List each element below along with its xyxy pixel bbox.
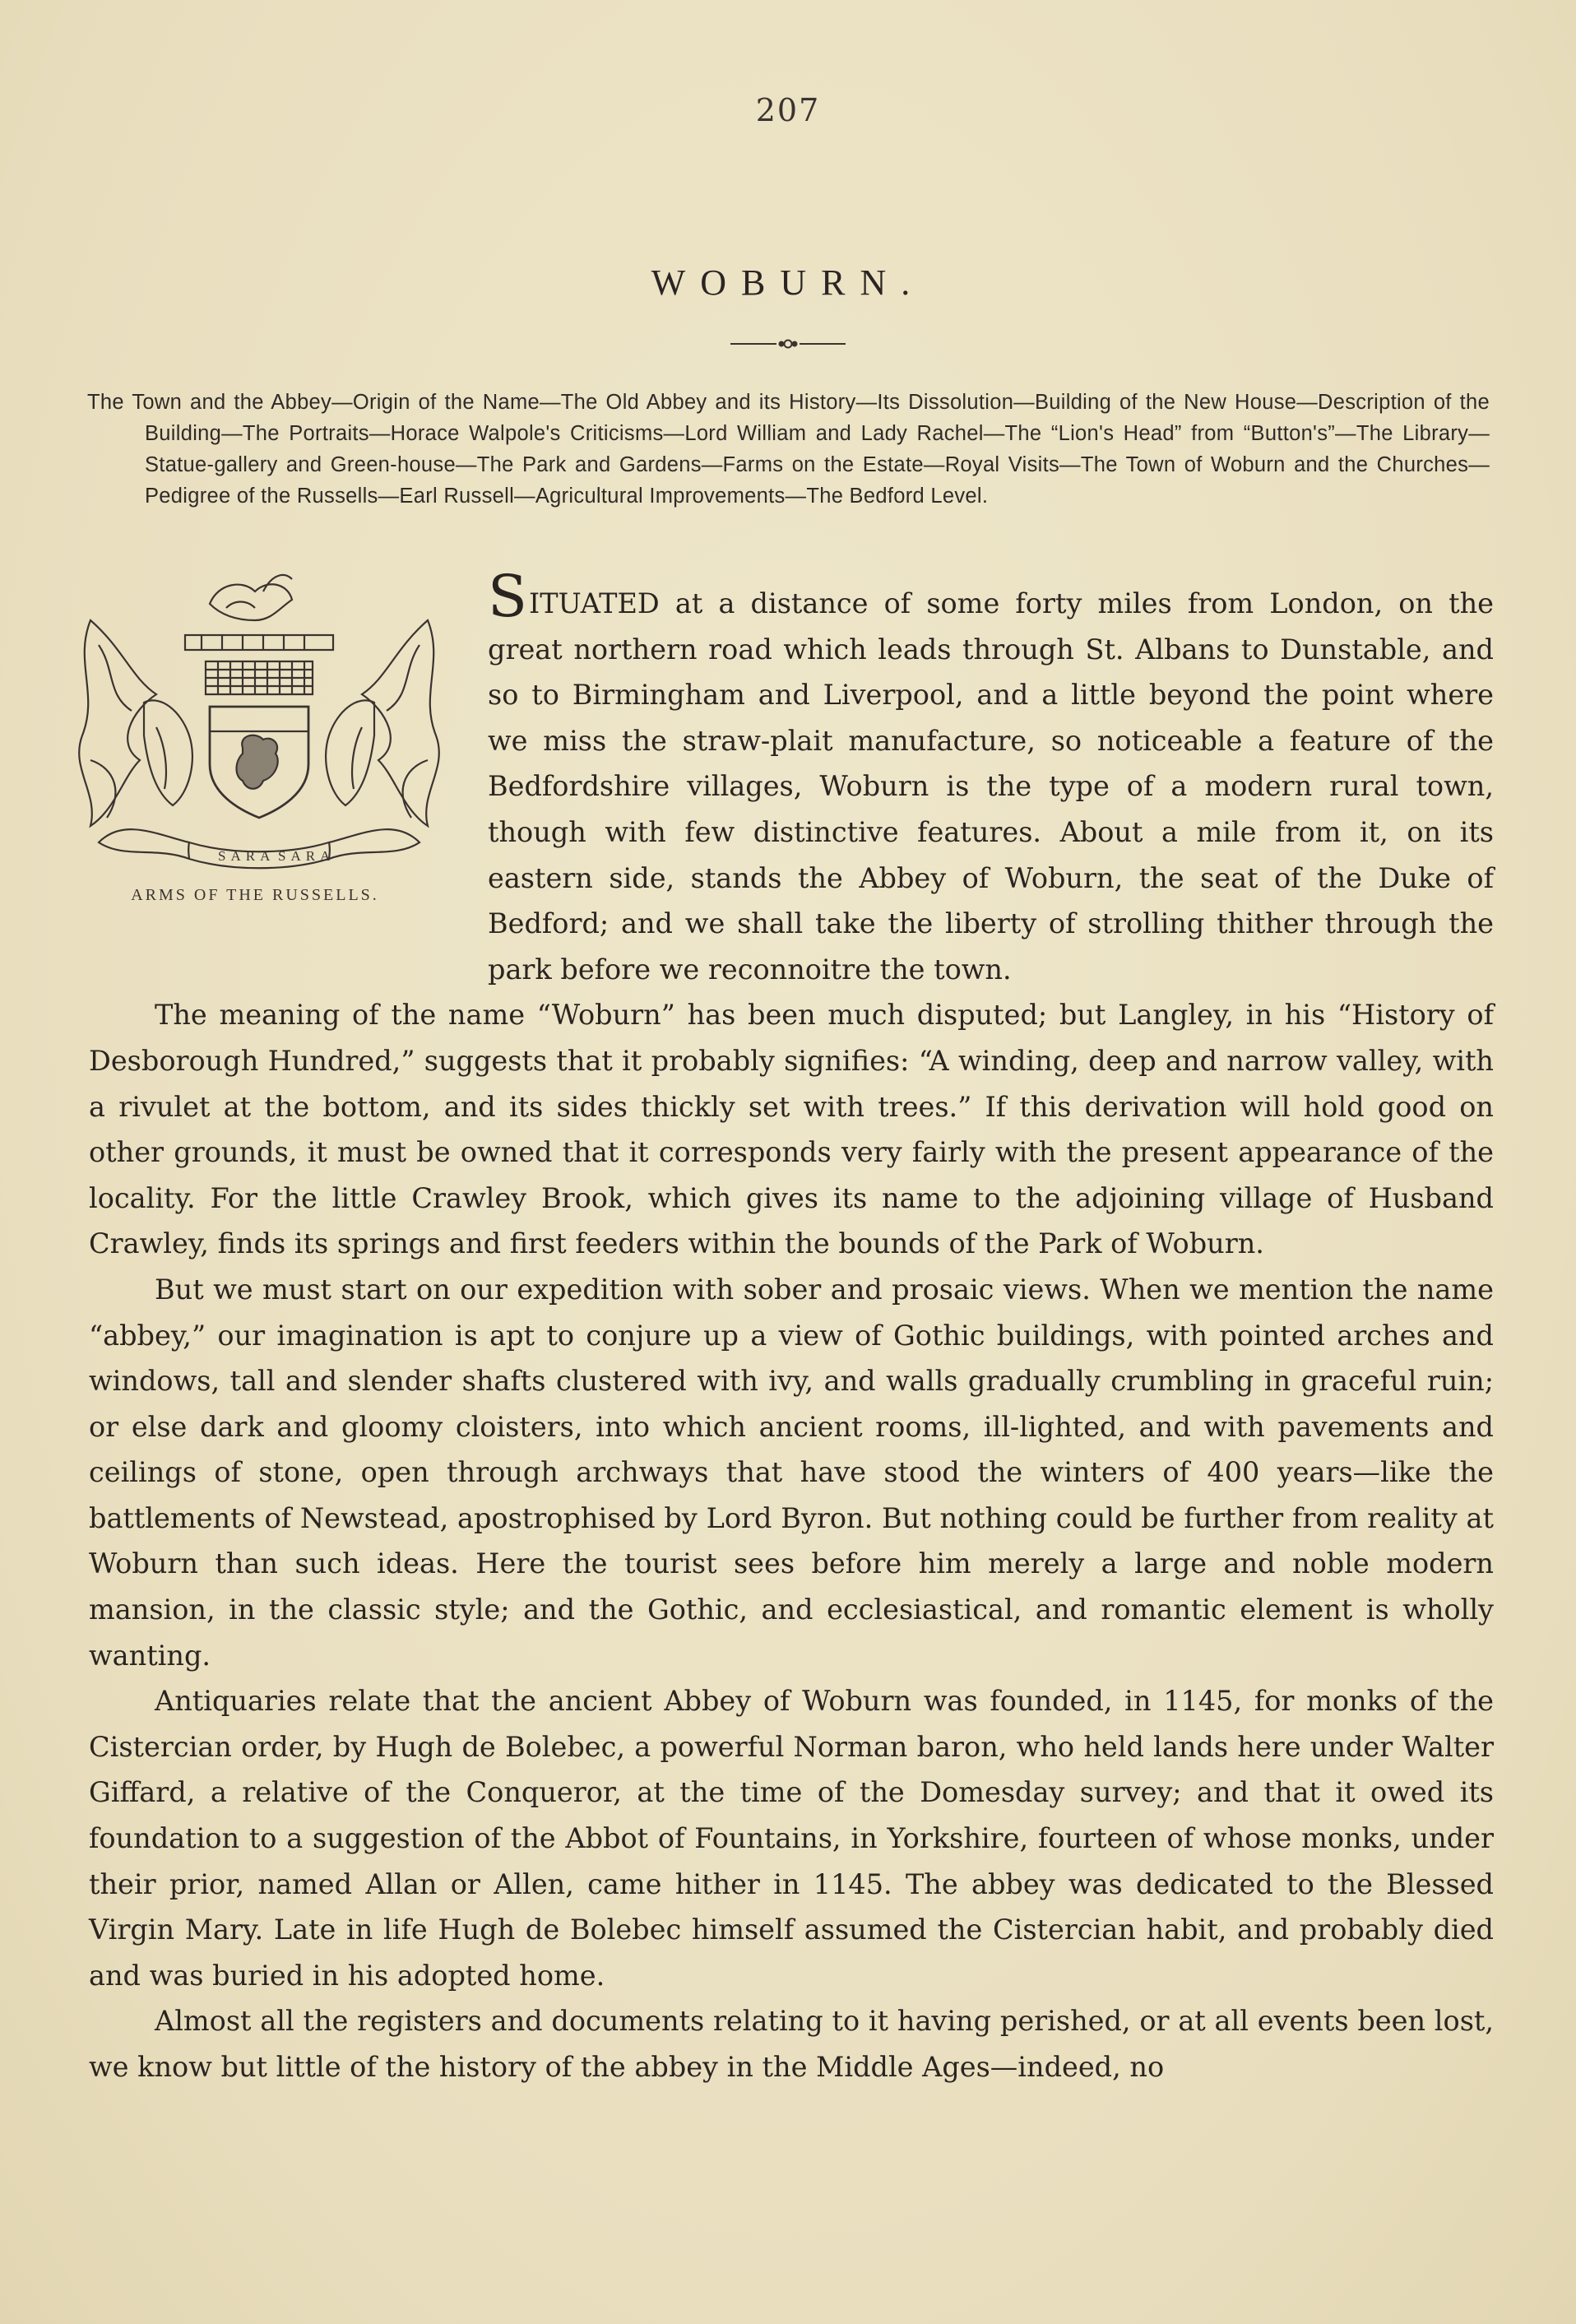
drop-cap: S bbox=[488, 563, 527, 630]
paragraph-1-text: ITUATED at a distance of some forty miles from London, on the great northern road which leads through St. Albans to Dunstable, and so to Birmingham and Liverpool, and a little beyond the point where we miss the straw-plait manufacture, so noticeable a feature of the Bedfordshire villages, Woburn is the type of a modern rural town, though with few distinctive features. About a mile from it, on its eastern side, stands the Abbey of Woburn, the seat of the Duke of Bedford; and we shall take the liberty of strolling thither through the park before we reconnoitre the town. bbox=[488, 587, 1494, 986]
chapter-title: WOBURN. bbox=[651, 262, 925, 303]
illustration-caption: ARMS OF THE RUSSELLS. bbox=[131, 886, 379, 904]
paragraph-5: Almost all the registers and documents relating to it having perished, or at all events been lost, we know but little of the history of the abbey in the Middle Ages—indeed, no bbox=[89, 2005, 1494, 2083]
title-ornament bbox=[730, 336, 846, 352]
motto-left: SARA bbox=[218, 848, 276, 864]
paragraph-4: Antiquaries relate that the ancient Abbey of Woburn was founded, in 1145, for monks of the Cistercian order, by Hugh de Bolebec, a powerful Norman baron, who held lands here under Walter Giffard, a relative of the Conqueror, at the time of the Domesday survey; and that it owed its foundation to a suggestion of the Abbot of Fountains, in Yorkshire, fourteen of whose monks, under their prior, named Allan or Allen, came hither in 1145. The abbey was dedicated to the Blessed Virgin Mary. Late in life Hugh de Bolebec himself assumed the Cistercian habit, and probably died and was buried in his adopted home. bbox=[89, 1685, 1494, 1992]
page-number: 207 bbox=[755, 92, 821, 128]
chapter-synopsis: The Town and the Abbey—Origin of the Name—The Old Abbey and its History—Its Dissolution—Building of the New House—Description of the Building—The Portraits—Horace Walpole's Criticisms—Lord William and Lady Rachel—The “Lion's Head” from “Button's”—The Library—Statue-gallery and Green-house—The Park and Gardens—Farms on the Estate—Royal Visits—The Town of Woburn and the Churches—Pedigree of the Russells—Earl Russell—Agricultural Improvements—The Bedford Level. bbox=[87, 391, 1490, 508]
paragraph-3: But we must start on our expedition with sober and prosaic views. When we mention the name “abbey,” our imagination is apt to conjure up a view of Gothic buildings, with pointed arches and windows, tall and slender shafts clustered with ivy, and walls gradually crumbling in graceful ruin; or else dark and gloomy cloisters, into which ancient rooms, ill-lighted, and with pavements and ceilings of stone, open through archways that have stood the winters of 400 years—like the battlements of Newstead, apostrophised by Lord Byron. But nothing could be further from reality at Woburn than such ideas. Here the tourist sees before him merely a large and noble modern mansion, in the classic style; and the Gothic, and ecclesiastical, and romantic element is wholly wanting. bbox=[89, 1273, 1494, 1672]
article-body bbox=[89, 563, 1494, 2090]
illustration-space bbox=[89, 580, 488, 962]
motto-right: SARA bbox=[278, 848, 336, 864]
paragraph-2: The meaning of the name “Woburn” has been much disputed; but Langley, in his “History of Desborough Hundred,” suggests that it probably signifies: “A winding, deep and narrow valley, with a rivulet at the bottom, and its sides thickly set with trees.” If this derivation will hold good on other grounds, it must be owned that it corresponds very fairly with the present appearance of the locality. For the little Crawley Brook, which gives its name to the adjoining village of Husband Crawley, finds its springs and first feeders within the bounds of the Park of Woburn. bbox=[89, 999, 1494, 1260]
